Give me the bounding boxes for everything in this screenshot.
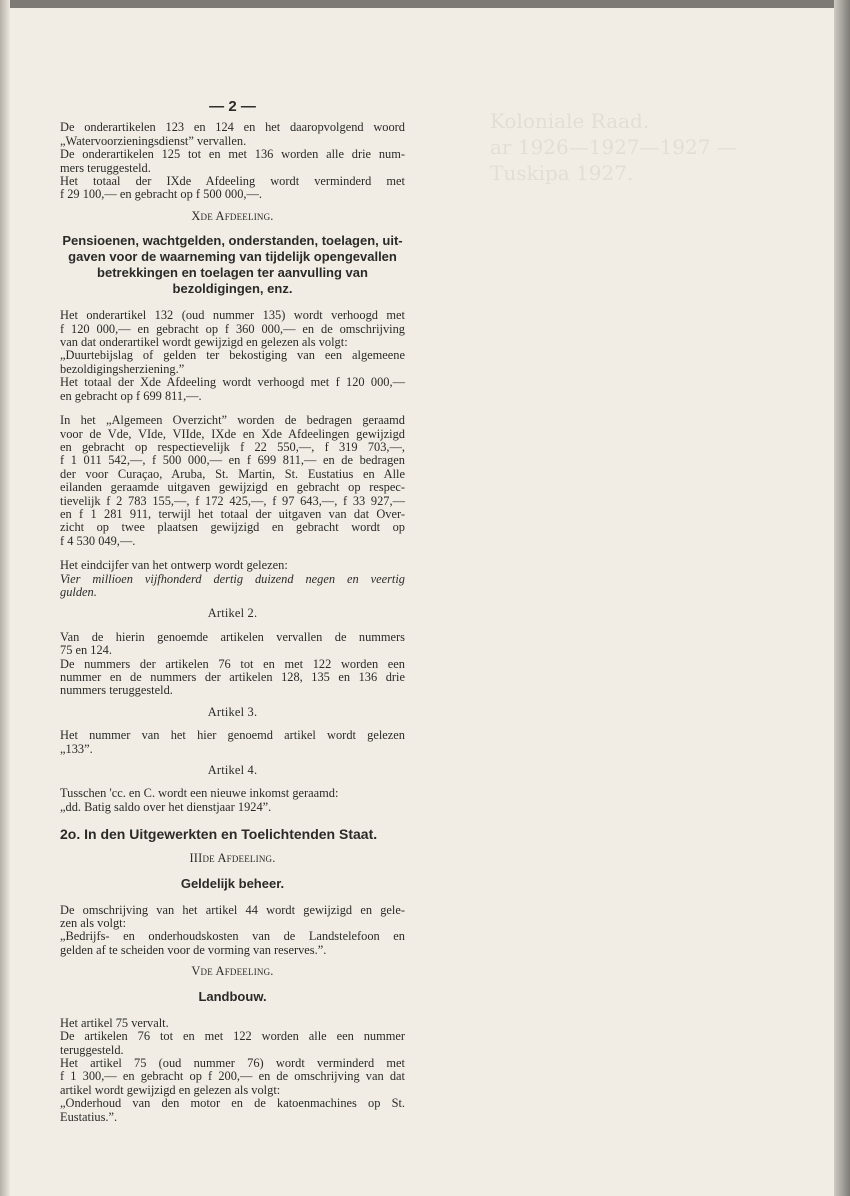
- text-line: f 1 011 542,—, f 500 000,— en f 699 811,— en de bedragen: [60, 453, 405, 468]
- article-heading: Artikel 4.: [207, 763, 258, 778]
- text-line: gelden af te scheiden voor de vorming van reserves.”.: [60, 942, 327, 957]
- text-line: gulden.: [60, 584, 97, 599]
- ghost-line: Koloniale Raad.: [490, 109, 650, 133]
- paragraph: [60, 1030, 405, 1057]
- text-line: „133”.: [60, 741, 93, 756]
- paragraph: [60, 121, 405, 148]
- text-line: Het totaal der IXde Afdeeling wordt verminderd met: [60, 174, 405, 189]
- text-line: f 29 100,— en gebracht op f 500 000,—.: [60, 187, 262, 202]
- text-line: bezoldigingsherziening.”: [60, 361, 185, 376]
- paragraph: [60, 1097, 405, 1124]
- text-line: voor de Vde, VIde, VIIde, IXde en Xde Afdeelingen gewijzigd: [60, 426, 405, 441]
- paragraph: [60, 376, 405, 403]
- text-line: Het totaal der Xde Afdeeling wordt verhoogd met f 120 000,—: [60, 375, 405, 390]
- text-line: Van de hierin genoemde artikelen vervallen de nummers: [60, 629, 405, 644]
- paragraph: [60, 1017, 405, 1030]
- document-body: [60, 100, 405, 1124]
- scan-left-edge: [0, 0, 10, 1196]
- paragraph: [60, 349, 405, 376]
- paragraph: [60, 631, 405, 658]
- text-line: De onderartikelen 123 en 124 en het daaropvolgend woord: [60, 120, 405, 135]
- section-title: [60, 233, 405, 297]
- paragraph: [60, 559, 405, 572]
- text-line: „Duurtebijslag of gelden ter bekostiging van een algemeene: [60, 348, 405, 363]
- text-line: f 120 000,— en gebracht op f 360 000,— en de omschrijving: [60, 321, 405, 336]
- text-line: De onderartikelen 125 tot en met 136 worden alle drie num-: [60, 147, 405, 162]
- text-line: „Onderhoud van den motor en de katoenmachines op St.: [60, 1096, 405, 1111]
- text-line: en gebracht op respectievelijk f 22 550,—, f 319 703,—,: [60, 439, 405, 454]
- title-line: gaven voor de waarneming van tijdelijk opengevallen: [68, 249, 397, 265]
- text-line: In het „Algemeen Overzicht” worden de bedragen geraamd: [60, 413, 405, 428]
- paragraph: [60, 175, 405, 202]
- text-line: De artikelen 76 tot en met 122 worden alle een nummer: [60, 1029, 405, 1044]
- paragraph: [60, 414, 405, 548]
- paragraph: [60, 930, 405, 957]
- text-line: Het onderartikel 132 (oud nummer 135) wordt verhoogd met: [60, 308, 405, 323]
- text-line: „Bedrijfs- en onderhoudskosten van de Landstelefoon en: [60, 929, 405, 944]
- section-heading: Vde Afdeeling.: [191, 964, 274, 979]
- chapter-title: 2o. In den Uitgewerkten en Toelichtenden Staat.: [60, 826, 378, 843]
- paragraph-italic: [60, 573, 405, 600]
- paragraph: [60, 787, 405, 800]
- scan-top-edge: [0, 0, 850, 8]
- text-line: en gebracht op f 699 811,—.: [60, 388, 202, 403]
- section-title: Geldelijk beheer.: [180, 875, 285, 891]
- text-line: Het nummer van het hier genoemd artikel wordt gelezen: [60, 728, 405, 743]
- paragraph: [60, 801, 405, 814]
- text-line: tievelijk f 2 783 155,—, f 172 425,—, f 97 643,—, f 33 927,—: [60, 493, 405, 508]
- text-line: zicht op twee plaatsen gewijzigd en gebracht wordt op: [60, 520, 405, 535]
- title-line: Pensioenen, wachtgelden, onderstanden, toelagen, uit-: [62, 233, 403, 249]
- paragraph: [60, 1057, 405, 1097]
- text-line: der voor Curaçao, Aruba, St. Martin, St. Eustatius en Alle: [60, 466, 405, 481]
- title-line: bezoldigingen, enz.: [172, 281, 293, 297]
- text-line: teruggesteld.: [60, 1042, 124, 1057]
- text-line: nummers teruggesteld.: [60, 683, 173, 698]
- text-line: Het artikel 75 vervalt.: [60, 1015, 169, 1030]
- text-line: zen als volgt:: [60, 916, 127, 931]
- ghost-line: Tuskipa 1927.: [490, 161, 634, 185]
- text-line: De omschrijving van het artikel 44 wordt gewijzigd en gele-: [60, 902, 405, 917]
- text-line: nummer en de nummers der artikelen 128, 135 en 136 drie: [60, 670, 405, 684]
- paragraph: [60, 904, 405, 931]
- section-title: Landbouw.: [198, 988, 267, 1004]
- text-line: Tusschen 'cc. en C. wordt een nieuwe inkomst geraamd:: [60, 786, 339, 801]
- text-line: van dat onderartikel wordt gewijzigd en gelezen als volgt:: [60, 335, 348, 350]
- text-line: eilanden geraamde uitgaven gewijzigd en gebracht op respec-: [60, 480, 405, 495]
- article-heading: Artikel 3.: [207, 704, 258, 719]
- section-heading: IIIde Afdeeling.: [189, 851, 276, 866]
- text-line: „dd. Batig saldo over het dienstjaar 1924”.: [60, 799, 272, 814]
- text-line: 75 en 124.: [60, 643, 112, 658]
- bleed-through-text: [490, 108, 820, 186]
- paragraph: [60, 309, 405, 349]
- text-line: Vier millioen vijfhonderd dertig duizend negen en veertig: [60, 571, 405, 586]
- text-line: Het eindcijfer van het ontwerp wordt gelezen:: [60, 558, 288, 573]
- paragraph: [60, 658, 405, 698]
- ghost-line: ar 1926—1927—1927 —: [490, 135, 737, 159]
- scan-right-edge: [834, 0, 850, 1196]
- text-line: mers teruggesteld.: [60, 160, 151, 175]
- text-line: f 1 300,— en gebracht op f 200,— en de omschrijving van dat: [60, 1069, 405, 1084]
- page-number: — 2 —: [209, 98, 256, 115]
- text-line: „Watervoorzieningsdienst” vervallen.: [60, 133, 247, 148]
- section-heading: Xde Afdeeling.: [191, 208, 274, 223]
- paragraph: [60, 148, 405, 175]
- text-line: en f 1 281 911, terwijl het totaal der uitgaven van dat Over-: [60, 506, 405, 521]
- title-line: betrekkingen en toelagen ter aanvulling van: [97, 265, 368, 281]
- text-line: De nummers der artikelen 76 tot en met 122 worden een: [60, 656, 405, 671]
- text-line: f 4 530 049,—.: [60, 533, 136, 548]
- text-line: artikel wordt gewijzigd en gelezen als volgt:: [60, 1082, 281, 1097]
- paragraph: [60, 729, 405, 756]
- article-heading: Artikel 2.: [207, 606, 258, 621]
- text-line: Eustatius.”.: [60, 1109, 118, 1124]
- text-line: Het artikel 75 (oud nummer 76) wordt verminderd met: [60, 1055, 405, 1070]
